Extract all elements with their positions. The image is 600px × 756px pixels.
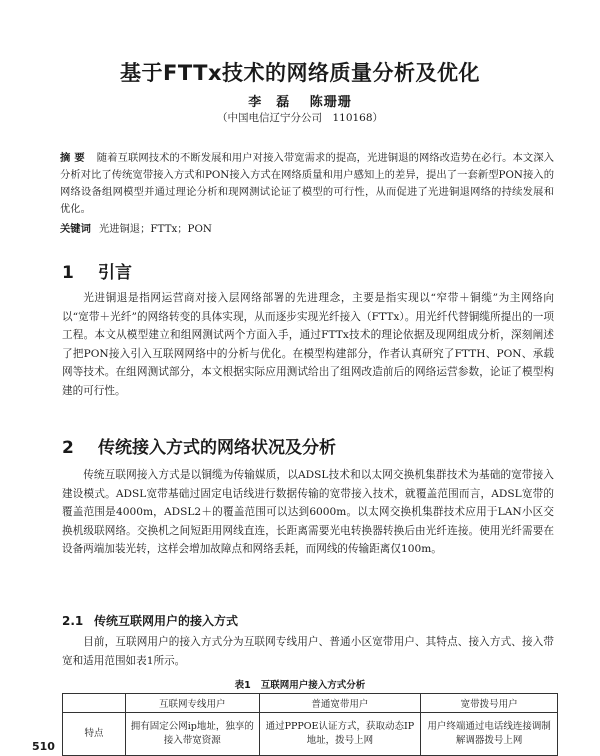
subsection-body: [62, 633, 554, 670]
table-row: [63, 713, 558, 756]
table-cell: 用户终端通过电话线连接调制解调器拨号上网: [421, 713, 558, 756]
author-name: 陈珊珊: [309, 95, 352, 110]
keywords-text: 光进铜退；FTTx；PON: [98, 223, 212, 235]
keywords-label: 关键词: [60, 223, 91, 235]
abstract-block: [60, 150, 554, 218]
section-title: 引言: [98, 263, 132, 283]
section-body: [62, 289, 554, 400]
table-header-cell: 普通宽带用户: [259, 694, 421, 713]
subsection-title: 传统互联网用户的接入方式: [94, 614, 239, 628]
paragraph: 目前，互联网用户的接入方式分为互联网专线用户、普通小区宽带用户、其特点、接入方式、接入带宽和适用范围如表1所示。: [62, 636, 554, 667]
author-line: [0, 91, 600, 110]
table-caption: [0, 677, 600, 691]
table-cell: 通过PPPOE认证方式，获取动态IP地址，拨号上网: [259, 713, 421, 756]
section-title: 传统接入方式的网络状况及分析: [98, 438, 336, 458]
abstract-label: 摘要: [60, 152, 89, 164]
section-number: 1: [62, 263, 74, 283]
table-cell: 特点: [63, 713, 126, 756]
section-body: [62, 466, 554, 559]
subsection-number: 2.1: [62, 614, 84, 628]
table-1: [62, 693, 558, 756]
table-header-row: [63, 694, 558, 713]
author-name: 李 磊: [248, 95, 291, 110]
table-caption-text: 互联网用户接入方式分析: [260, 680, 366, 691]
abstract-text: 随着互联网技术的不断发展和用户对接入带宽需求的提高，光进铜退的网络改造势在必行。本文深入分析对比了传统宽带接入方式和PON接入方式在网络质量和用户感知上的差异，提出了一套新型PON接入的网络设备组网模型并通过理论分析和现网测试论证了模型的可行性，从而促进了光进铜退网络的持续发展和优化。: [60, 152, 555, 215]
subsection-heading: [62, 612, 238, 629]
table-cell: 拥有固定公网ip地址，独享的接入带宽资源: [126, 713, 260, 756]
paper-title: 基于FTTx技术的网络质量分析及优化: [119, 61, 481, 85]
affiliation: （中国电信辽宁分公司 110168）: [216, 112, 384, 124]
table-caption-number: 表1: [234, 680, 251, 691]
paragraph: 光进铜退是指网运营商对接入层网络部署的先进理念，主要是指实现以“窄带＋铜缆”为主网络向以“宽带＋光纤”的网络转变的具体实现，从而逐步实现光纤接入（FTTx）。用光纤代替铜缆所提出的一项工程。本文从模型建立和组网测试两个方面入手，通过FTTx技术的理论依据及现网组成分析，深刻阐述了把PON接入引入互联网网络中的分析与优化。在模型构建部分，作者认真研究了FTTH、PON、承载网等技术。在组网测试部分，本文根据实际应用测试给出了组网改造前后的网络运营参数，论证了模型构建的可行性。: [62, 292, 554, 397]
paragraph: 传统互联网接入方式是以铜缆为传输媒质，以ADSL技术和以太网交换机集群技术为基础的宽带接入建设模式。ADSL宽带基础过固定电话线进行数据传输的宽带接入技术，就覆盖范围而言，ADSL宽带的覆盖范围是4000m，ADSL2＋的覆盖范围可以达到6000m。以太网交换机集群技术应用于LAN小区交换机级联网络。交换机之间短距用网线直连，长距离需要光电转换器转换后由光纤连接。使用光纤需要在设备两端加装光转，这样会增加故障点和网络丢耗，而网线的传输距离仅100m。: [62, 469, 554, 555]
table-header-cell: 宽带拨号用户: [421, 694, 558, 713]
section-heading: [62, 433, 336, 458]
section-number: 2: [62, 438, 74, 458]
table-header-cell: 互联网专线用户: [126, 694, 260, 713]
table-header-cell: [63, 694, 126, 713]
section-heading: [62, 258, 132, 283]
keywords-block: [60, 221, 554, 237]
page-number: 510: [32, 740, 55, 753]
